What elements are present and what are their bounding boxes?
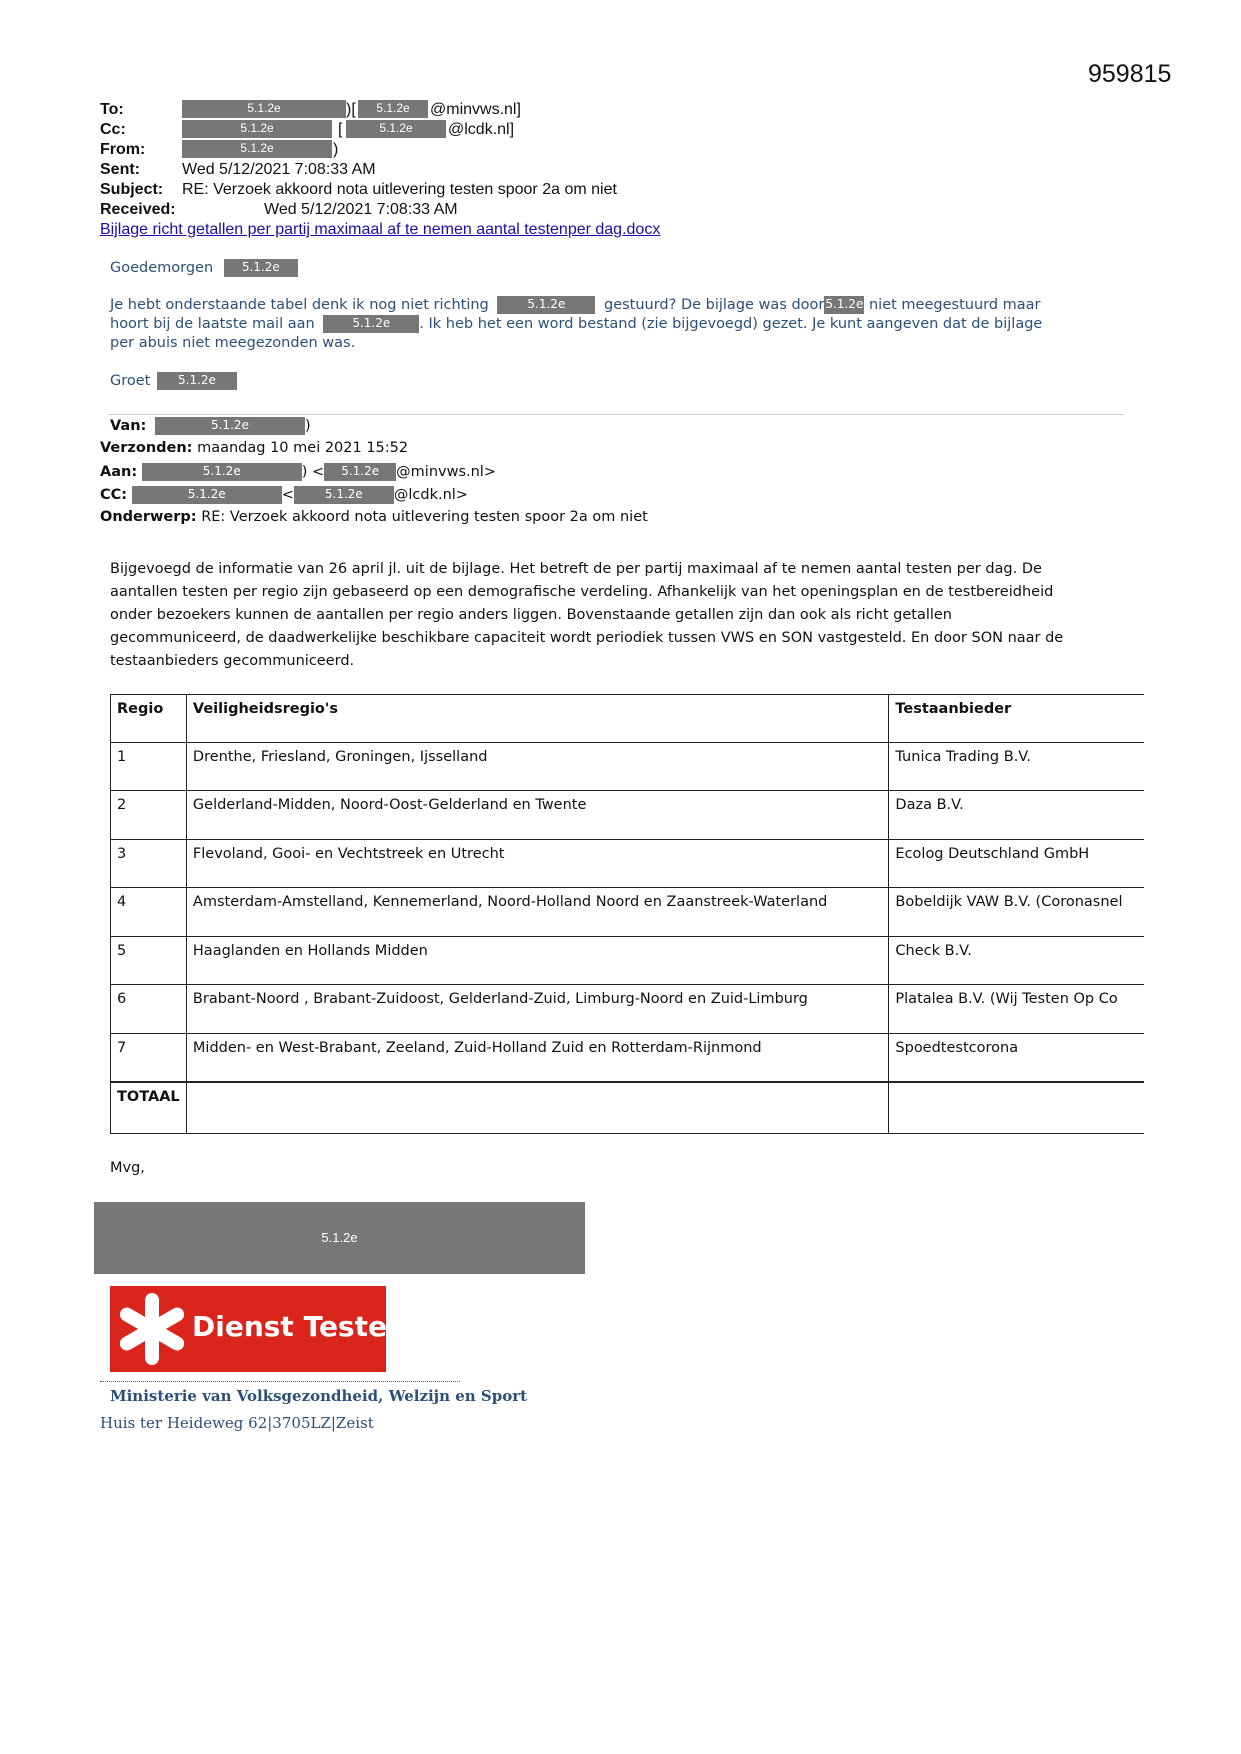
redaction-box: 5.1.2e bbox=[224, 259, 298, 277]
table-cell: 5 bbox=[111, 937, 187, 985]
dotted-divider bbox=[100, 1381, 460, 1382]
table-cell: Drenthe, Friesland, Groningen, Ijsselland bbox=[186, 743, 889, 791]
table-cell: Amsterdam-Amstelland, Kennemerland, Noord-Holland Noord en Zaanstreek-Waterland bbox=[186, 888, 889, 937]
text: Je hebt onderstaande tabel denk ik nog niet richting bbox=[110, 297, 489, 313]
redaction-box: 5.1.2e bbox=[294, 486, 394, 504]
van-row bbox=[110, 417, 311, 435]
from-row bbox=[100, 140, 660, 160]
table-cell: Brabant-Noord , Brabant-Zuidoost, Gelderland-Zuid, Limburg-Noord en Zuid-Limburg bbox=[186, 985, 889, 1034]
table-row bbox=[111, 985, 1145, 1034]
table-row bbox=[111, 1034, 1145, 1082]
redaction-box: 5.1.2e bbox=[155, 417, 305, 435]
cc-domain: @lcdk.nl] bbox=[448, 121, 515, 138]
cc-row bbox=[100, 120, 660, 140]
to-label: To: bbox=[100, 101, 124, 118]
body-paragraph bbox=[110, 558, 1063, 673]
bracket: )[ bbox=[346, 101, 356, 118]
verzonden-row bbox=[100, 440, 408, 456]
subject-label: Subject: bbox=[100, 181, 164, 198]
received-value: Wed 5/12/2021 7:08:33 AM bbox=[264, 201, 458, 218]
table-cell: Midden- en West-Brabant, Zeeland, Zuid-Holland Zuid en Rotterdam-Rijnmond bbox=[186, 1034, 889, 1082]
ministry-name: Ministerie van Volksgezondheid, Welzijn en Sport bbox=[110, 1387, 528, 1405]
redaction-box: 5.1.2e bbox=[182, 100, 346, 118]
verzonden-label: Verzonden: bbox=[100, 440, 193, 456]
email-header bbox=[100, 100, 660, 240]
sent-label: Sent: bbox=[100, 161, 140, 178]
attachment-link[interactable]: Bijlage richt getallen per partij maximaal af te nemen aantal testenper dag.docx bbox=[100, 221, 661, 238]
van-label: Van: bbox=[110, 418, 147, 434]
table-total-row bbox=[111, 1082, 1145, 1134]
text: . Ik heb het een word bestand (zie bijgevoegd) gezet. Je kunt aangeven dat de bijlage bbox=[419, 316, 1043, 332]
table-row bbox=[111, 840, 1145, 888]
table-cell: 2 bbox=[111, 791, 187, 840]
header-cell: Testaanbieder bbox=[889, 695, 1144, 743]
body-line: onder bezoekers kunnen de aantallen per regio anders liggen. Bovenstaande getallen zijn dan ook als richt getallen bbox=[110, 607, 952, 623]
closing-text: Groet bbox=[110, 373, 151, 389]
table-cell: 3 bbox=[111, 840, 187, 888]
redaction-box: 5.1.2e bbox=[497, 296, 595, 314]
table-cell: 4 bbox=[111, 888, 187, 937]
aan-domain: @minvws.nl> bbox=[396, 464, 496, 480]
redaction-box: 5.1.2e bbox=[132, 486, 282, 504]
logo-text: Dienst Testen bbox=[192, 1310, 407, 1343]
onderwerp-value: RE: Verzoek akkoord nota uitlevering testen spoor 2a om niet bbox=[201, 509, 648, 525]
region-table bbox=[110, 694, 1144, 1134]
text: hoort bij de laatste mail aan bbox=[110, 316, 315, 332]
reply-line-2 bbox=[110, 315, 1042, 334]
table-row bbox=[111, 743, 1145, 791]
body-line: Bijgevoegd de informatie van 26 april jl. uit de bijlage. Het betreft de per partij maximaal af te nemen aantal testen per dag. De bbox=[110, 561, 1042, 577]
redaction-box: 5.1.2e bbox=[142, 463, 302, 481]
bracket: ) < bbox=[301, 464, 325, 480]
table-cell: Tunica Trading B.V. bbox=[889, 743, 1144, 791]
table-header-row bbox=[111, 695, 1145, 743]
signature-redaction: 5.1.2e bbox=[94, 1202, 585, 1274]
reply-line-3: per abuis niet meegezonden was. bbox=[110, 335, 356, 351]
aan-label: Aan: bbox=[100, 464, 138, 480]
received-row bbox=[100, 200, 660, 220]
verzonden-value: maandag 10 mei 2021 15:52 bbox=[197, 440, 409, 456]
redaction-box: 5.1.2e bbox=[182, 140, 332, 158]
body-line: testaanbieders gecommuniceerd. bbox=[110, 653, 355, 669]
table-cell: 6 bbox=[111, 985, 187, 1034]
table-cell: Check B.V. bbox=[889, 937, 1144, 985]
from-label: From: bbox=[100, 141, 146, 158]
table-cell bbox=[889, 1082, 1144, 1134]
subject-row bbox=[100, 180, 660, 200]
forwarded-header bbox=[100, 417, 900, 532]
received-label: Received: bbox=[100, 201, 176, 218]
reply-paragraph bbox=[110, 296, 1042, 353]
sent-value: Wed 5/12/2021 7:08:33 AM bbox=[182, 161, 376, 178]
table-cell: 7 bbox=[111, 1034, 187, 1082]
total-label: TOTAAL bbox=[111, 1082, 187, 1134]
table-cell: Daza B.V. bbox=[889, 791, 1144, 840]
reply-greeting bbox=[110, 259, 298, 277]
reply-closing bbox=[110, 372, 237, 390]
separator-line bbox=[108, 414, 1124, 415]
redaction-box: 5.1.2e bbox=[323, 315, 419, 333]
redaction-box: 5.1.2e bbox=[824, 296, 864, 314]
onderwerp-label: Onderwerp: bbox=[100, 509, 197, 525]
table-cell: Bobeldijk VAW B.V. (Coronasnel bbox=[889, 888, 1144, 937]
redaction-box: 5.1.2e bbox=[358, 100, 428, 118]
address: Huis ter Heideweg 62|3705LZ|Zeist bbox=[100, 1414, 374, 1432]
to-row bbox=[100, 100, 660, 120]
cc-label: Cc: bbox=[100, 121, 126, 138]
table-row bbox=[111, 791, 1145, 840]
body-line: aantallen testen per regio zijn gebaseerd op een demografische verdeling. Afhankelijk van het openingsplan en de testbereidheid bbox=[110, 584, 1054, 600]
greeting-text: Goedemorgen bbox=[110, 260, 214, 276]
body-line: gecommuniceerd, de daadwerkelijke beschikbare capaciteit wordt periodiek tussen VWS en SON vastgesteld. En door SON naar de bbox=[110, 630, 1064, 646]
text: niet meegestuurd maar bbox=[868, 297, 1041, 313]
table-cell: 1 bbox=[111, 743, 187, 791]
table-cell: Haaglanden en Hollands Midden bbox=[186, 937, 889, 985]
redaction-box: 5.1.2e bbox=[324, 463, 396, 481]
table-row bbox=[111, 937, 1145, 985]
dienst-testen-logo bbox=[110, 1286, 407, 1372]
onderwerp-row bbox=[100, 509, 648, 525]
table-cell: Spoedtestcorona bbox=[889, 1034, 1144, 1082]
bracket: ) bbox=[333, 141, 339, 158]
header-cell: Regio bbox=[111, 695, 187, 743]
header-cell: Veiligheidsregio's bbox=[186, 695, 889, 743]
signoff: Mvg, bbox=[110, 1160, 145, 1176]
redaction-box: 5.1.2e bbox=[346, 120, 446, 138]
table-cell: Ecolog Deutschland GmbH bbox=[889, 840, 1144, 888]
region-table-wrapper bbox=[110, 694, 1144, 1134]
table-cell: Flevoland, Gooi- en Vechtstreek en Utrecht bbox=[186, 840, 889, 888]
bracket: ) bbox=[304, 418, 311, 434]
redaction-box: 5.1.2e bbox=[157, 372, 237, 390]
document-number: 959815 bbox=[1088, 60, 1172, 88]
table-cell bbox=[186, 1082, 889, 1134]
attachment-row bbox=[100, 220, 660, 240]
cc-row-fwd bbox=[100, 486, 468, 504]
sent-row bbox=[100, 160, 660, 180]
aan-row bbox=[100, 463, 496, 481]
to-domain: @minvws.nl] bbox=[430, 101, 521, 118]
bracket: [ bbox=[338, 121, 343, 138]
subject-value: RE: Verzoek akkoord nota uitlevering testen spoor 2a om niet bbox=[182, 181, 617, 198]
table-cell: Platalea B.V. (Wij Testen Op Co bbox=[889, 985, 1144, 1034]
redaction-box: 5.1.2e bbox=[182, 120, 332, 138]
table-cell: Gelderland-Midden, Noord-Oost-Gelderland en Twente bbox=[186, 791, 889, 840]
reply-line-1 bbox=[110, 296, 1042, 315]
bracket: < bbox=[281, 487, 294, 503]
cc-domain: @lcdk.nl> bbox=[393, 487, 468, 503]
text: gestuurd? De bijlage was door bbox=[603, 297, 825, 313]
cc-label: CC: bbox=[100, 487, 128, 503]
table-row bbox=[111, 888, 1145, 937]
